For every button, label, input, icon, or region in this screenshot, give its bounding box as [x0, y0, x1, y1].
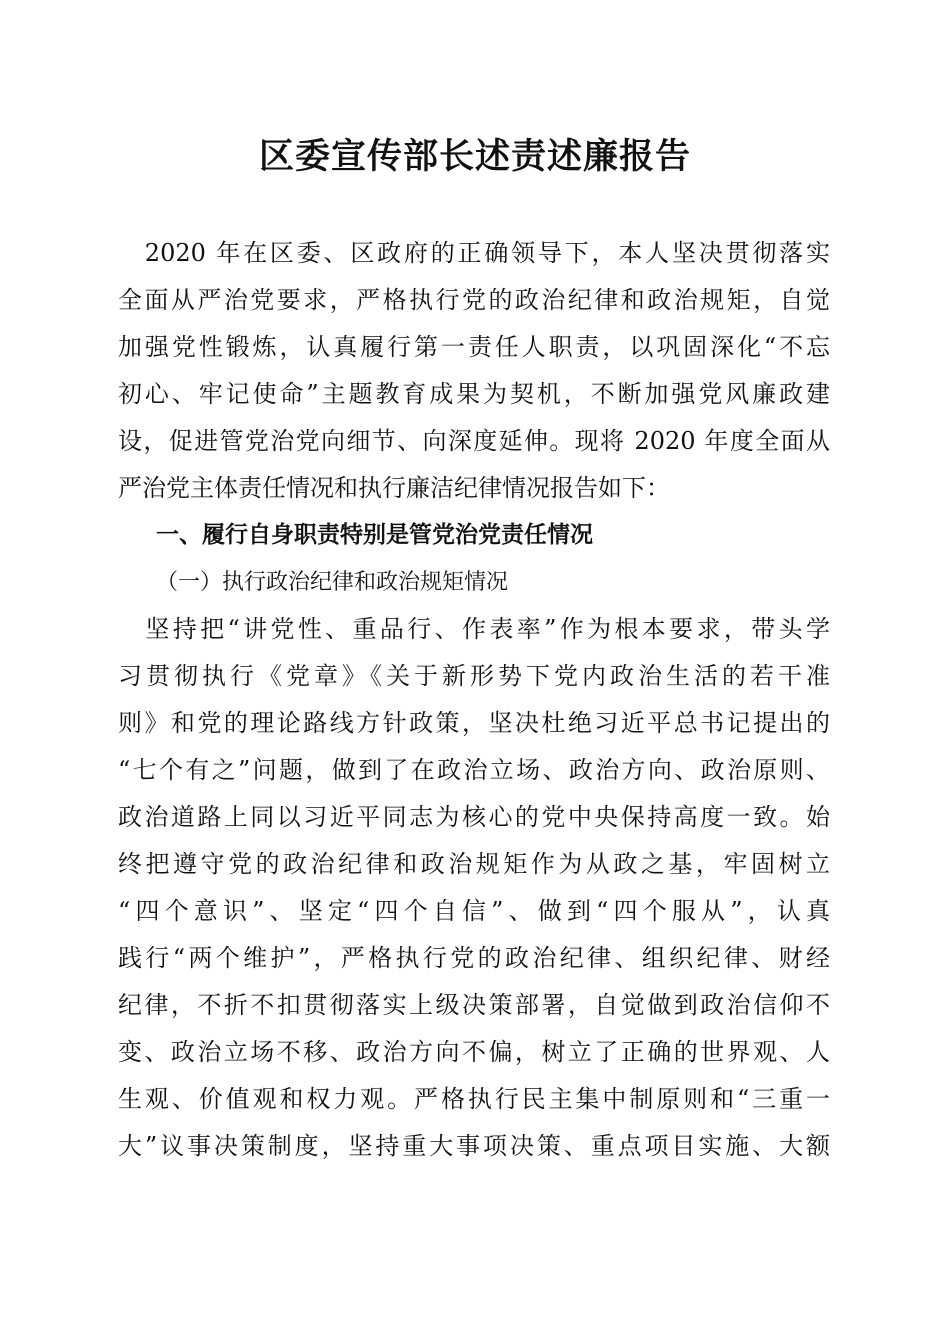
subsection-heading: （一）执行政治纪律和政治规矩情况	[156, 570, 509, 595]
paragraph-line: 大”议事决策制度，坚持重大事项决策、重点项目实施、大额	[118, 1132, 830, 1160]
document-title: 区委宣传部长述责述廉报告	[258, 136, 691, 177]
paragraph-line: 纪律，不折不扣贯彻落实上级决策部署，自觉做到政治信仰不	[118, 991, 830, 1019]
document-body	[118, 230, 830, 1170]
paragraph-line: “七个有之”问题，做到了在政治立场、政治方向、政治原则、	[118, 756, 830, 784]
paragraph-line: 生观、价值观和权力观。严格执行民主集中制原则和“三重一	[118, 1085, 830, 1113]
paragraph-line: 2020 年在区委、区政府的正确领导下，本人坚决贯彻落实	[118, 239, 830, 267]
paragraph-line: 初心、牢记使命”主题教育成果为契机，不断加强党风廉政建	[118, 380, 830, 408]
section-heading: 一、履行自身职责特别是管党治党责任情况	[156, 522, 593, 548]
paragraph-line: “四个意识”、坚定“四个自信”、做到“四个服从”，认真	[118, 897, 830, 925]
paragraph-line: 严治党主体责任情况和执行廉洁纪律情况报告如下：	[118, 474, 670, 502]
paragraph-line: 践行“两个维护”，严格执行党的政治纪律、组织纪律、财经	[118, 944, 830, 972]
paragraph-line: 变、政治立场不移、政治方向不偏，树立了正确的世界观、人	[118, 1038, 830, 1066]
paragraph-line: 终把遵守党的政治纪律和政治规矩作为从政之基，牢固树立	[118, 850, 830, 878]
paragraph-line: 加强党性锻炼，认真履行第一责任人职责，以巩固深化“不忘	[118, 333, 830, 361]
paragraph-line: 政治道路上同以习近平同志为核心的党中央保持高度一致。始	[118, 803, 830, 831]
paragraph-line: 设，促进管党治党向细节、向深度延伸。现将 2020 年度全面从	[118, 427, 830, 455]
paragraph-line: 习贯彻执行《党章》《关于新形势下党内政治生活的若干准	[118, 662, 830, 690]
paragraph-line: 则》和党的理论路线方针政策，坚决杜绝习近平总书记提出的	[118, 709, 830, 737]
paragraph-line: 全面从严治党要求，严格执行党的政治纪律和政治规矩，自觉	[118, 286, 830, 314]
paragraph-line: 坚持把“讲党性、重品行、作表率”作为根本要求，带头学	[118, 615, 830, 643]
